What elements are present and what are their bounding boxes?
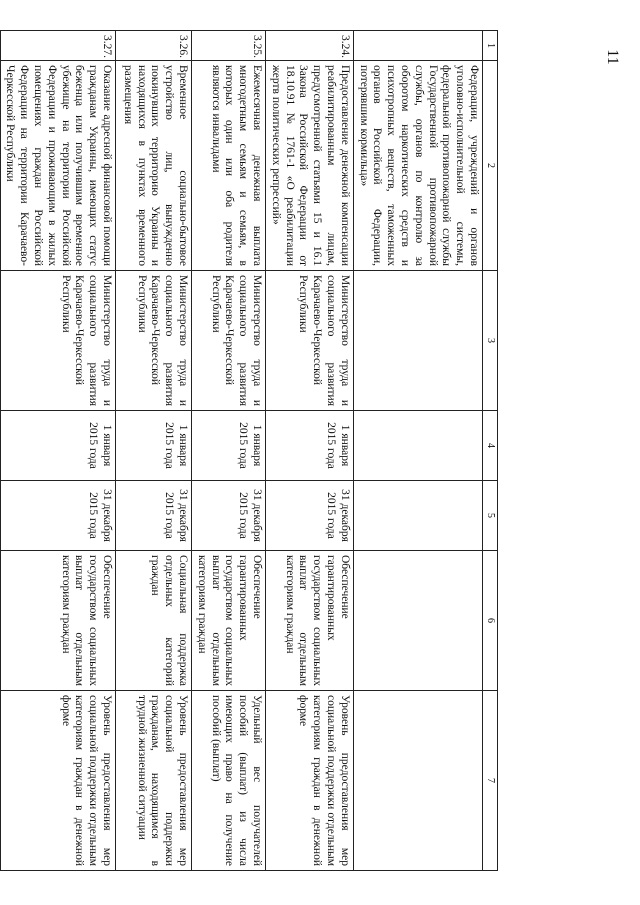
- indicator: Уровень предоставления мер социальной поддержки отдельным категориям граждан в денежной форме: [266, 691, 354, 871]
- row-number: 3.25.: [192, 31, 266, 61]
- executor: Министерство труда и социального развития Карачаево-Черкесской Республики: [116, 271, 192, 411]
- end-date: [353, 481, 482, 551]
- rotated-table-wrapper: [4, 30, 498, 870]
- start-date: 1 января 2015 года: [0, 411, 115, 481]
- measure-name: Федерации, учреждений и органов уголовно-исполнительной системы, федеральной противопожарной службы Государственной противопожарной службы, органов по контролю за оборотом наркотических средств и психотропных веществ, таможенных органов Российской Федерации, потерявшим кормильца»: [353, 61, 482, 271]
- executor: Министерство труда и социального развития Карачаево-Черкесской Республики: [0, 271, 115, 411]
- row-number: [353, 31, 482, 61]
- start-date: [353, 411, 482, 481]
- start-date: 1 января 2015 года: [116, 411, 192, 481]
- table-row: [116, 31, 192, 871]
- table-row: [0, 31, 115, 871]
- start-date: 1 января 2015 года: [192, 411, 266, 481]
- expected-result: Социальная поддержка отдельных категорий граждан: [116, 551, 192, 691]
- executor: [353, 271, 482, 411]
- measure-name: Временное социально-бытовое устройство лиц, вынужденно покинувших территорию Украины и находящихся в пунктах временного размещения: [116, 61, 192, 271]
- measure-name: Оказание адресной финансовой помощи гражданам Украины, имеющих статус беженца или получившим временное убежище на территории Российской Федерации и проживающим в жилых помещениях граждан Российской Федерации на территории Карачаево-Черкесской Республики: [0, 61, 115, 271]
- header-row: [483, 31, 498, 871]
- row-number: 3.27.: [0, 31, 115, 61]
- end-date: 31 декабря 2015 года: [116, 481, 192, 551]
- expected-result: Обеспечение гарантированных государством социальных выплат отдельным категориям граждан: [266, 551, 354, 691]
- table-row: [266, 31, 354, 871]
- programme-table: [0, 30, 498, 871]
- rotated-content: [4, 30, 498, 870]
- start-date: 1 января 2015 года: [266, 411, 354, 481]
- indicator: Уровень предоставления мер социальной поддержки отдельным категориям граждан в денежной форме: [0, 691, 115, 871]
- header-cell-3: 3: [483, 271, 498, 411]
- expected-result: Обеспечение государством социальных выплат отдельным категориям граждан: [0, 551, 115, 691]
- header-cell-4: 4: [483, 411, 498, 481]
- header-cell-2: 2: [483, 61, 498, 271]
- executor: Министерство труда и социального развития Карачаево-Черкесской Республики: [266, 271, 354, 411]
- end-date: 31 декабря 2015 года: [192, 481, 266, 551]
- expected-result: Обеспечение гарантированных государством социальных выплат отдельным категориям граждан: [192, 551, 266, 691]
- executor: Министерство труда и социального развития Карачаево-Черкесской Республики: [192, 271, 266, 411]
- end-date: 31 декабря 2015 года: [266, 481, 354, 551]
- expected-result: [353, 551, 482, 691]
- header-cell-6: 6: [483, 551, 498, 691]
- row-number: 3.24.: [266, 31, 354, 61]
- indicator: Уровень предоставления мер социальной поддержки гражданам, находящимся в трудной жизненной ситуации: [116, 691, 192, 871]
- end-date: 31 декабря 2015 года: [0, 481, 115, 551]
- indicator: [353, 691, 482, 871]
- header-cell-7: 7: [483, 691, 498, 871]
- table-row: [353, 31, 482, 871]
- table-row: [192, 31, 266, 871]
- row-number: 3.26.: [116, 31, 192, 61]
- header-cell-5: 5: [483, 481, 498, 551]
- header-cell-1: 1: [483, 31, 498, 61]
- indicator: Удельный вес получателей пособий (выплат) из числа имеющих право на получение пособий (выплат): [192, 691, 266, 871]
- page-number: 11: [604, 49, 621, 65]
- measure-name: Предоставление денежной компенсации реабилитированным лицам, предусмотренной статьями 15 и 16.1 Закона Российской Федерации от 18.10.91 № 1761-1 «О реабилитации жертв политических репрессий»: [266, 61, 354, 271]
- measure-name: Ежемесячная денежная выплата многодетным семьям и семьям, в которых один или оба родителя являются инвалидами: [192, 61, 266, 271]
